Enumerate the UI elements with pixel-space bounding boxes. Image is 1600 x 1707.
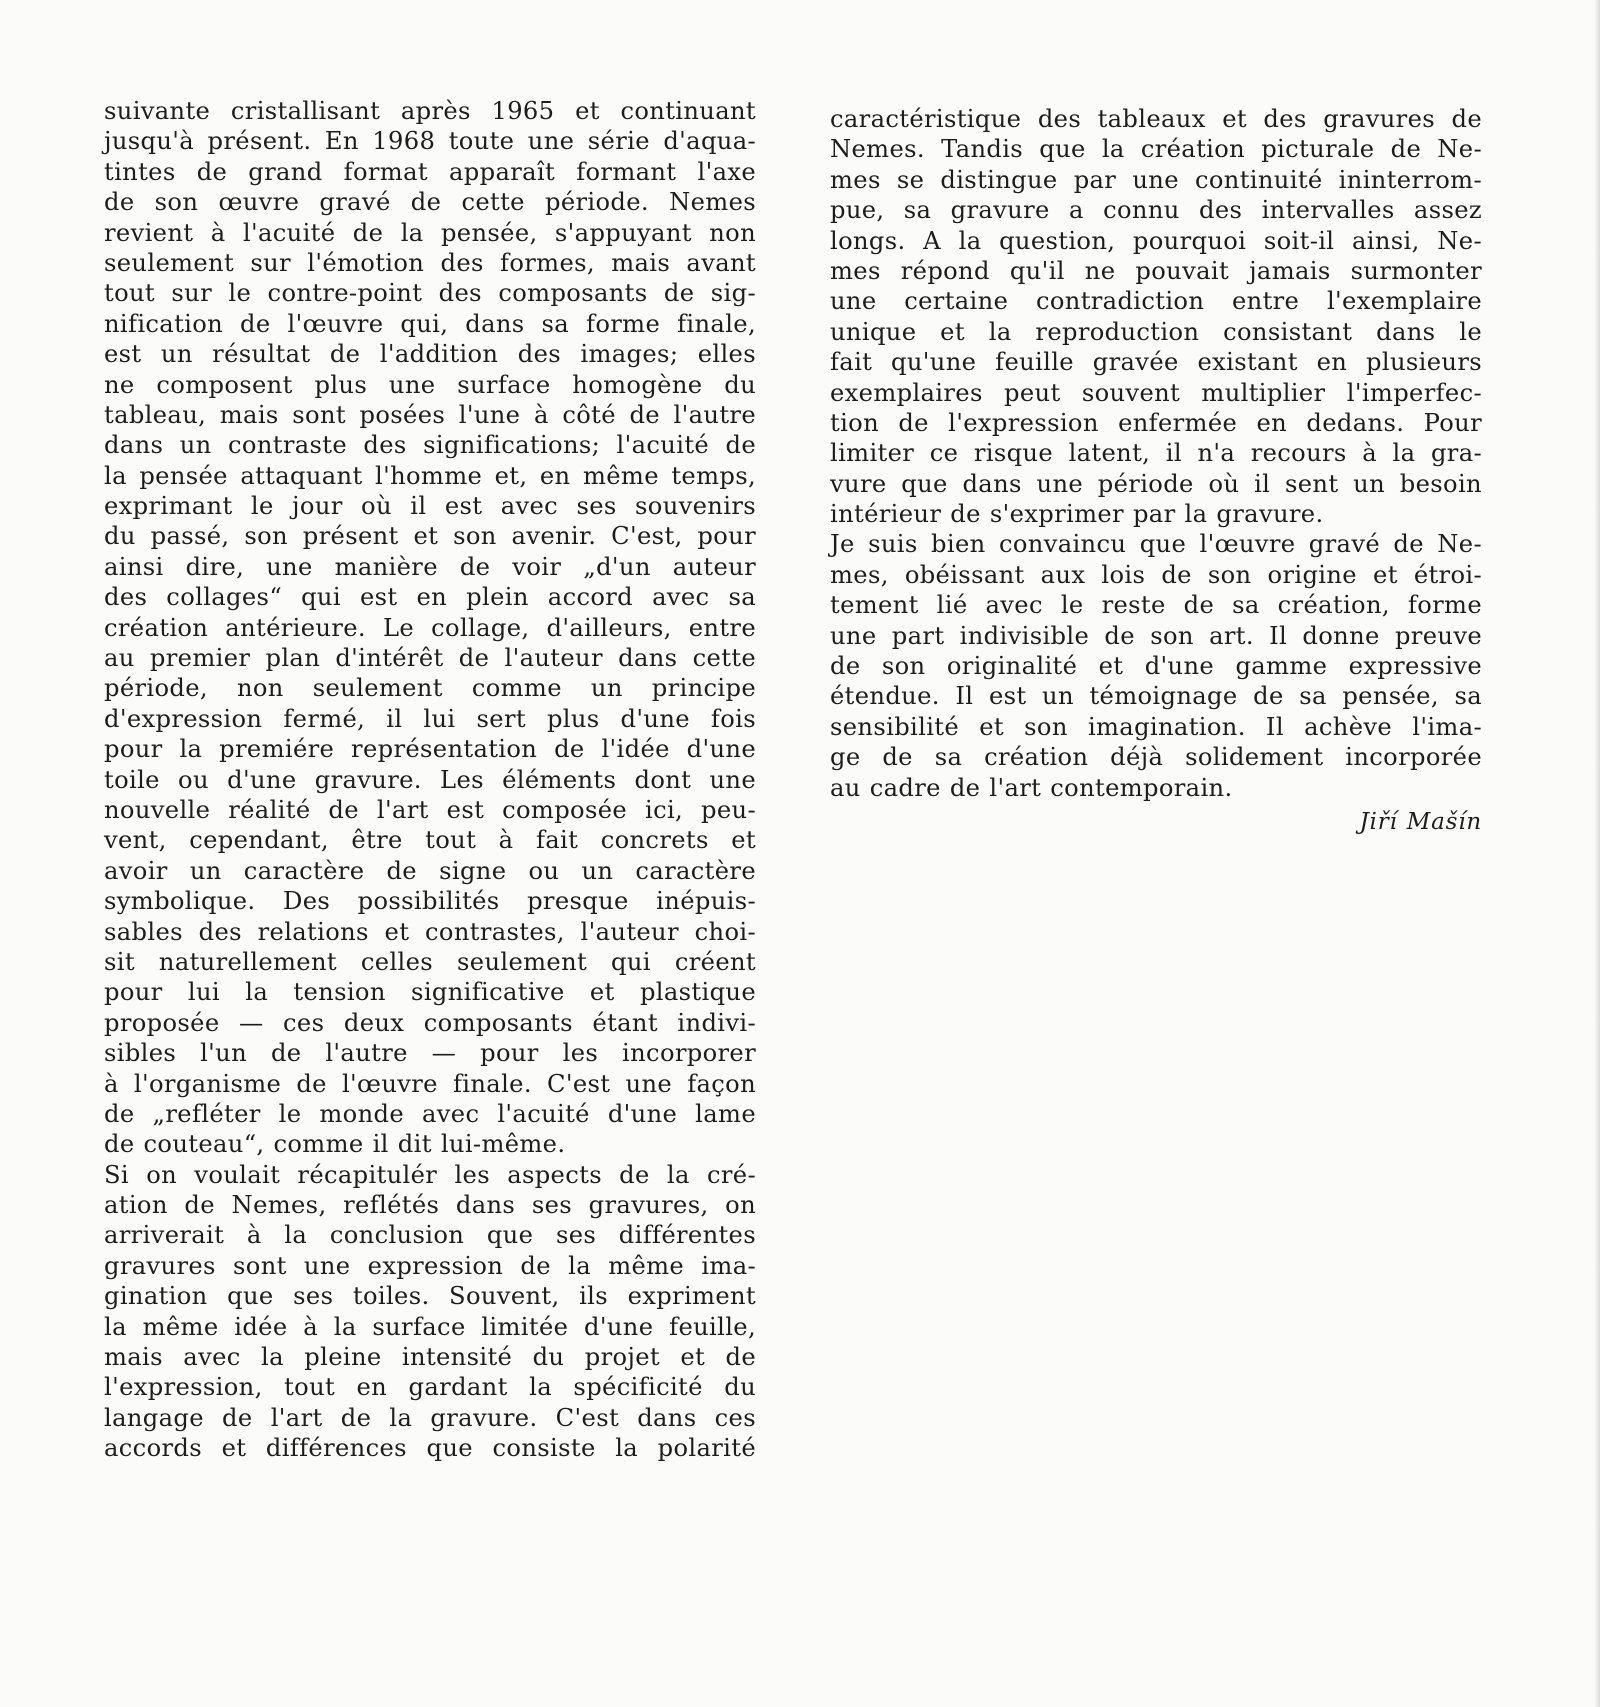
text-line: vent, cependant, être tout à fait concrets et (104, 826, 756, 855)
text-line: ne composent plus une surface homogène du (104, 370, 756, 399)
text-line: Si on voulait récapitulér les aspects de la cré- (104, 1160, 756, 1189)
text-line: ge de sa création déjà solidement incorporée (830, 743, 1482, 772)
page-edge-shadow (1594, 0, 1600, 1707)
text-line: des collages“ qui est en plein accord avec sa (104, 583, 756, 612)
text-line: ation de Nemes, reflétés dans ses gravures, on (104, 1191, 756, 1220)
text-line: Je suis bien convaincu que l'œuvre gravé de Ne- (830, 530, 1482, 559)
text-line: Nemes. Tandis que la création picturale de Ne- (830, 135, 1482, 164)
text-line: nification de l'œuvre qui, dans sa forme finale, (104, 309, 756, 338)
text-line: du passé, son présent et son avenir. C'est, pour (104, 522, 756, 551)
text-line: tion de l'expression enfermée en dedans. Pour (830, 408, 1482, 437)
text-line: à l'organisme de l'œuvre finale. C'est une façon (104, 1069, 756, 1098)
text-line: dans un contraste des significations; l'acuité de (104, 431, 756, 460)
text-line: une certaine contradiction entre l'exemplaire (830, 287, 1482, 316)
text-line: sables des relations et contrastes, l'auteur choi- (104, 917, 756, 946)
text-line: pue, sa gravure a connu des intervalles assez (830, 196, 1482, 225)
text-line: la même idée à la surface limitée d'une feuille, (104, 1312, 756, 1341)
text-line: tout sur le contre-point des composants de sig- (104, 279, 756, 308)
text-line: seulement sur l'émotion des formes, mais avant (104, 248, 756, 277)
text-line: de son originalité et d'une gamme expressive (830, 652, 1482, 681)
text-line: de „refléter le monde avec l'acuité d'une lame (104, 1099, 756, 1128)
text-line: pour la premiére représentation de l'idée d'une (104, 735, 756, 764)
text-line: mes se distingue par une continuité ininterrom- (830, 165, 1482, 194)
author-signature: Jiří Mašín (1359, 808, 1482, 835)
text-line: caractéristique des tableaux et des gravures de (830, 105, 1482, 133)
text-line: gination que ses toiles. Souvent, ils expriment (104, 1282, 756, 1311)
text-line: gravures sont une expression de la même ima- (104, 1251, 756, 1280)
text-line: fait qu'une feuille gravée existant en plusieurs (830, 348, 1482, 377)
text-line: limiter ce risque latent, il n'a recours à la gra- (830, 439, 1482, 468)
text-line: exemplaires peut souvent multiplier l'imperfec- (830, 378, 1482, 407)
text-line: pour lui la tension significative et plastique (104, 978, 756, 1007)
text-line: unique et la reproduction consistant dans le (830, 317, 1482, 346)
text-line: toile ou d'une gravure. Les éléments dont une (104, 765, 756, 794)
text-line: mes, obéissant aux lois de son origine et étroi- (830, 560, 1482, 589)
text-line: tement lié avec le reste de sa création, forme (830, 591, 1482, 620)
text-line: la pensée attaquant l'homme et, en même temps, (104, 461, 756, 490)
text-line: tintes de grand format apparaît formant l'axe (104, 157, 756, 186)
text-line: au premier plan d'intérêt de l'auteur dans cette (104, 644, 756, 673)
text-line: accords et différences que consiste la polarité (104, 1434, 756, 1463)
text-line: longs. A la question, pourquoi soit-il ainsi, Ne- (830, 226, 1482, 255)
text-line: jusqu'à présent. En 1968 toute une série d'aqua- (104, 127, 756, 156)
text-line: mes répond qu'il ne pouvait jamais surmonter (830, 256, 1482, 285)
text-line: sensibilité et son imagination. Il achève l'ima- (830, 712, 1482, 741)
text-line: de son œuvre gravé de cette période. Nemes (104, 188, 756, 217)
text-line: sibles l'un de l'autre — pour les incorporer (104, 1039, 756, 1068)
text-line: proposée — ces deux composants étant indivi- (104, 1008, 756, 1037)
text-line: de couteau“, comme il dit lui-même. (104, 1130, 566, 1159)
text-line: l'expression, tout en gardant la spécificité du (104, 1373, 756, 1402)
text-line: ainsi dire, une manière de voir „d'un auteur (104, 552, 756, 581)
text-line: mais avec la pleine intensité du projet et de (104, 1343, 756, 1372)
text-line: étendue. Il est un témoignage de sa pensée, sa (830, 682, 1482, 711)
text-line: symbolique. Des possibilités presque inépuis- (104, 887, 756, 916)
text-line: avoir un caractère de signe ou un caractère (104, 856, 756, 885)
text-line: nouvelle réalité de l'art est composée ici, peu- (104, 795, 756, 824)
text-line: vure que dans une période où il sent un besoin (830, 469, 1482, 498)
text-line: arriverait à la conclusion que ses différentes (104, 1221, 756, 1250)
text-line: période, non seulement comme un principe (104, 674, 756, 703)
text-line: revient à l'acuité de la pensée, s'appuyant non (104, 218, 756, 247)
text-line: est un résultat de l'addition des images; elles (104, 340, 756, 369)
left-text-column (104, 96, 756, 1464)
text-line: suivante cristallisant après 1965 et continuant (104, 97, 756, 125)
text-line: tableau, mais sont posées l'une à côté de l'autre (104, 400, 756, 429)
text-line: intérieur de s'exprimer par la gravure. (830, 500, 1324, 529)
text-line: au cadre de l'art contemporain. (830, 773, 1233, 802)
text-line: d'expression fermé, il lui sert plus d'une fois (104, 704, 756, 733)
text-line: création antérieure. Le collage, d'ailleurs, entre (104, 613, 756, 642)
text-line: sit naturellement celles seulement qui créent (104, 947, 756, 976)
right-text-column (830, 104, 1482, 837)
text-line: exprimant le jour où il est avec ses souvenirs (104, 492, 756, 521)
text-line: une part indivisible de son art. Il donne preuve (830, 621, 1482, 650)
text-line: langage de l'art de la gravure. C'est dans ces (104, 1403, 756, 1432)
